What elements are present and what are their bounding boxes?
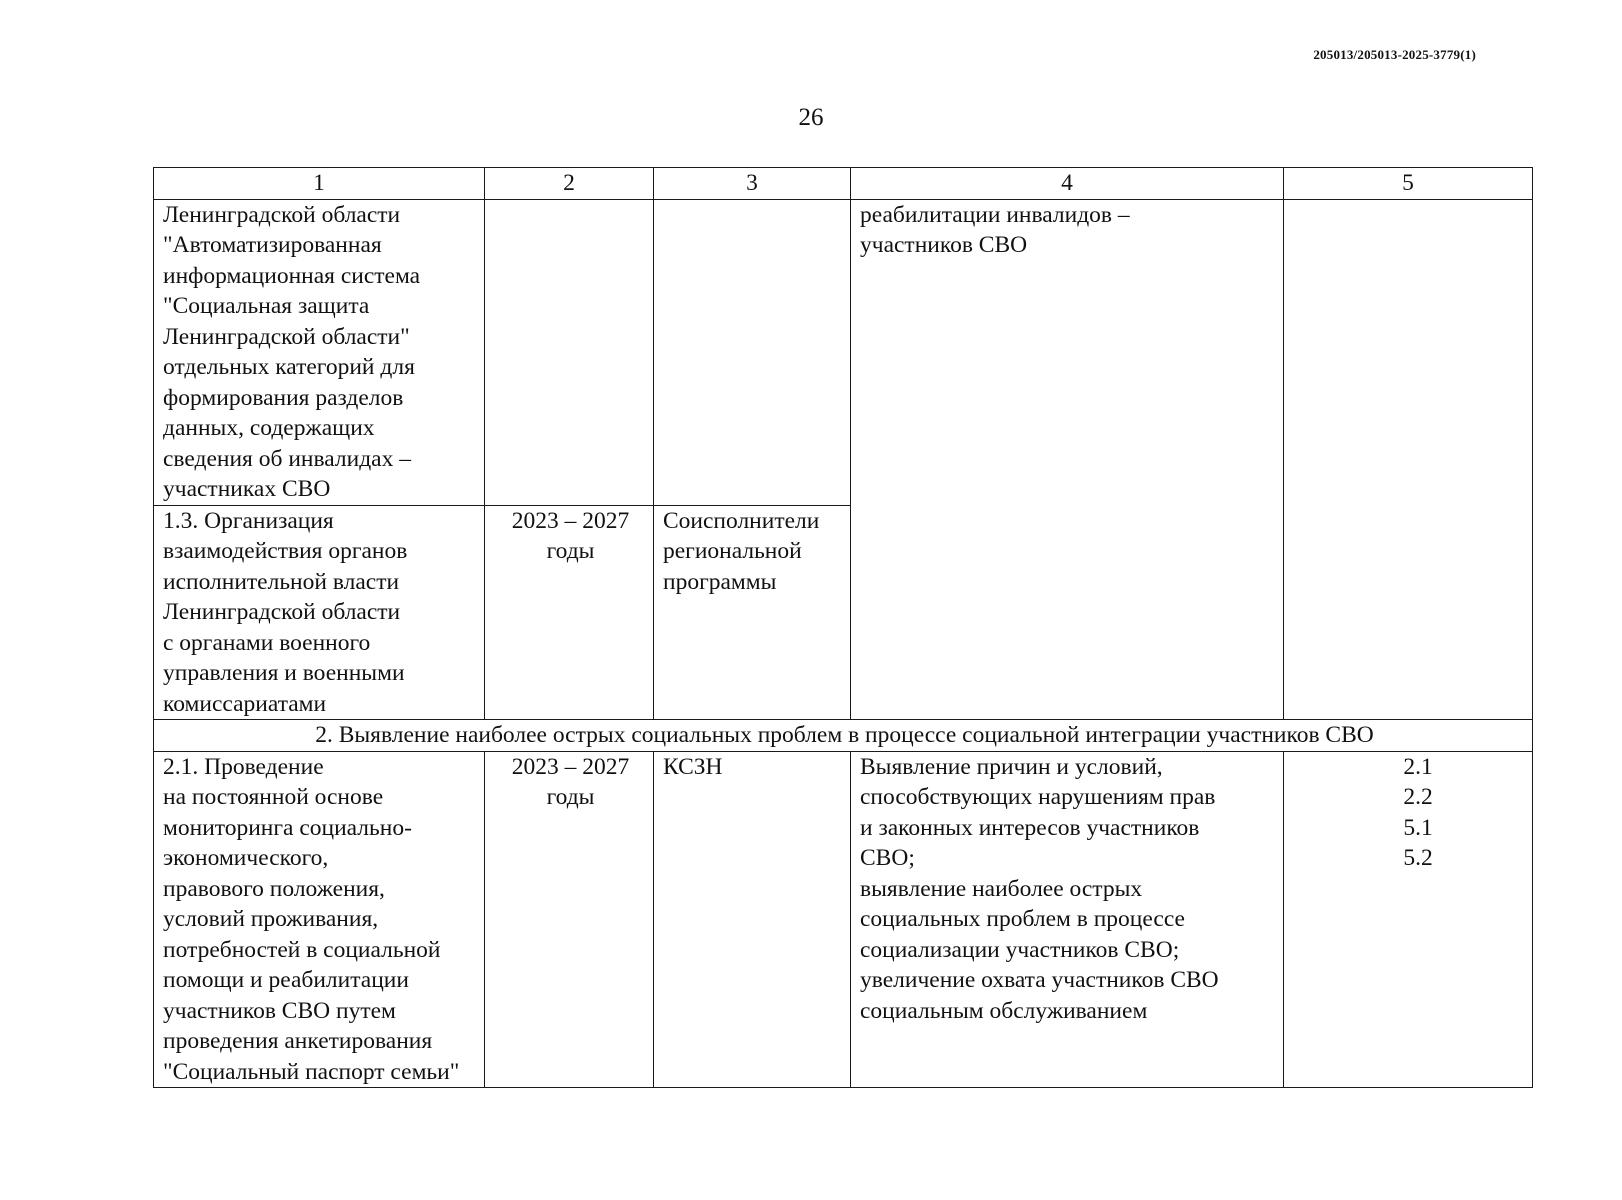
expected-result-cell: Выявление причин и условий, способствующих нарушениям прав и законных интересов участников СВО; выявление наиболее острых социальных проблем в процессе социализации участников СВО; увеличение охвата участников СВО социальным обслуживанием [851,751,1284,1088]
activity-cell: 2.1. Проведение на постоянной основе мониторинга социально- экономического, правового положения, условий проживания, потребностей в социальной помощи и реабилитации участников СВО путем проведения анкетирования "Социальный паспорт семьи" [154,751,485,1088]
period-cell: 2023 – 2027 годы [485,751,654,1088]
activity-cell: Ленинградской области "Автоматизированная информационная система "Социальная защита Ленинградской области" отдельных категорий для формирования разделов данных, содержащих сведения об инвалидах – участниках СВО [154,199,485,505]
page-number: 26 [798,104,824,131]
column-header-1: 1 [154,168,485,200]
activity-cell: 1.3. Организация взаимодействия органов исполнительной власти Ленинградской области с органами военного управления и военными комиссариатами [154,505,485,720]
program-table [153,167,1533,1088]
document-id: 205013/205013-2025-3779(1) [1313,47,1476,62]
executor-cell [654,199,851,505]
column-header-4: 4 [851,168,1284,200]
indicator-link-cell: 2.1 2.2 5.1 5.2 [1284,751,1533,1088]
executor-cell: КСЗН [654,751,851,1088]
column-header-2: 2 [485,168,654,200]
column-header-5: 5 [1284,168,1533,200]
indicator-link-cell [1284,199,1533,720]
executor-cell: Соисполнители региональной программы [654,505,851,720]
column-header-3: 3 [654,168,851,200]
table-row [154,199,1533,505]
table-row [154,751,1533,1088]
period-cell: 2023 – 2027 годы [485,505,654,720]
expected-result-cell: реабилитации инвалидов – участников СВО [851,199,1284,720]
period-cell [485,199,654,505]
column-header-row [154,168,1533,200]
section-title: 2. Выявление наиболее острых социальных проблем в процессе социальной интеграции участников СВО [154,720,1533,752]
section-header-row [154,720,1533,752]
